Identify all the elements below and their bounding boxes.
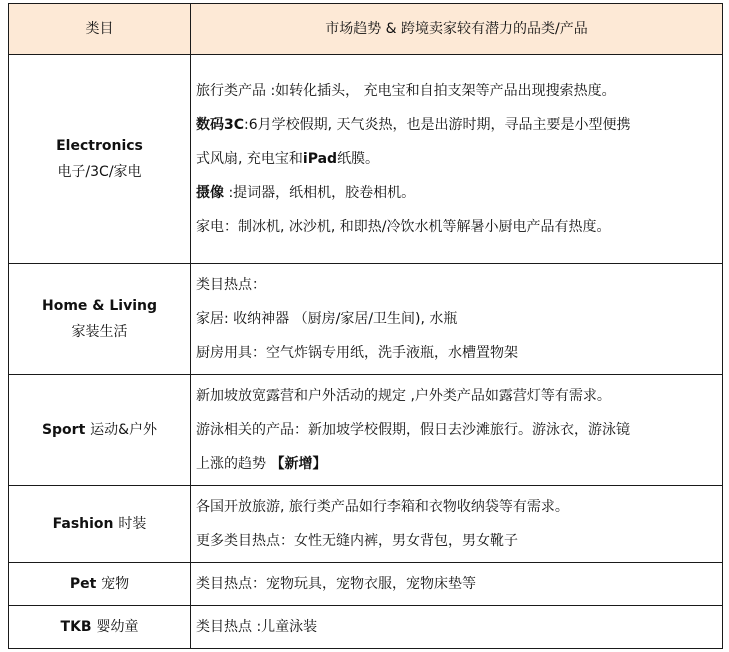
category-zh: 家装生活 [71, 324, 128, 340]
table-row [9, 375, 723, 486]
category-cell [9, 55, 191, 264]
category-en: Fashion [52, 515, 119, 532]
trend-line: 旅行类产品 :如转化插头， 充电宝和自拍支架等产品出现搜索热度。 [196, 83, 616, 99]
trend-cell [191, 264, 723, 375]
category-en: Home & Living [41, 297, 157, 314]
category-en: TKB [60, 618, 97, 635]
category-cell [9, 606, 191, 649]
header-category: 类目 [9, 4, 191, 55]
category-cell [9, 375, 191, 486]
category-en: Sport [41, 421, 91, 438]
table-row [9, 486, 723, 563]
trend-cell [191, 563, 723, 606]
category-en: Pet [69, 575, 102, 592]
trend-line: 摄像 :提词器，纸相机，胶卷相机。 [196, 185, 416, 201]
trend-line: 类目热点：宠物玩具，宠物衣服，宠物床垫等 [196, 576, 476, 592]
category-zh: 宠物 [101, 575, 130, 592]
trend-cell [191, 486, 723, 563]
trend-line: 游泳相关的产品：新加坡学校假期，假日去沙滩旅行。游泳衣，游泳镜 [196, 422, 630, 438]
table-header-row [9, 4, 723, 55]
trend-line: 新加坡放宽露营和户外活动的规定 ,户外类产品如露营灯等有需求。 [196, 388, 611, 404]
header-trend: 市场趋势 & 跨境卖家较有潜力的品类/产品 [191, 4, 723, 55]
table-row [9, 563, 723, 606]
category-cell [9, 486, 191, 563]
trend-cell [191, 375, 723, 486]
trend-line: 更多类目热点：女性无缝内裤，男女背包，男女靴子 [196, 533, 518, 549]
trend-line: 式风扇, 充电宝和iPad纸膜。 [196, 151, 380, 167]
category-en: Electronics [56, 137, 143, 154]
table-row [9, 55, 723, 264]
trend-line: 家居: 收纳神器 （厨房/家居/卫生间), 水瓶 [196, 311, 458, 327]
category-zh: 运动&户外 [90, 421, 158, 438]
trend-cell [191, 606, 723, 649]
category-cell [9, 264, 191, 375]
trend-line: 数码3C:6月学校假期, 天气炎热，也是出游时期，寻品主要是小型便携 [196, 117, 631, 133]
trend-line: 各国开放旅游, 旅行类产品如行李箱和衣物收纳袋等有需求。 [196, 499, 569, 515]
trend-line: 上涨的趋势 【新增】 [196, 456, 327, 472]
table-row [9, 264, 723, 375]
trend-line: 厨房用具：空气炸锅专用纸，洗手液瓶，水槽置物架 [196, 345, 518, 361]
category-zh: 电子/3C/家电 [57, 164, 142, 180]
trend-line: 类目热点 :儿童泳装 [196, 619, 318, 635]
category-zh: 婴幼童 [96, 618, 139, 635]
trend-line: 家电：制冰机, 冰沙机, 和即热/冷饮水机等解暑小厨电产品有热度。 [196, 219, 611, 235]
table-row [9, 606, 723, 649]
category-cell [9, 563, 191, 606]
trend-line: 类目热点： [196, 277, 266, 293]
category-trend-table [8, 3, 723, 649]
category-zh: 时装 [118, 515, 147, 532]
trend-cell [191, 55, 723, 264]
